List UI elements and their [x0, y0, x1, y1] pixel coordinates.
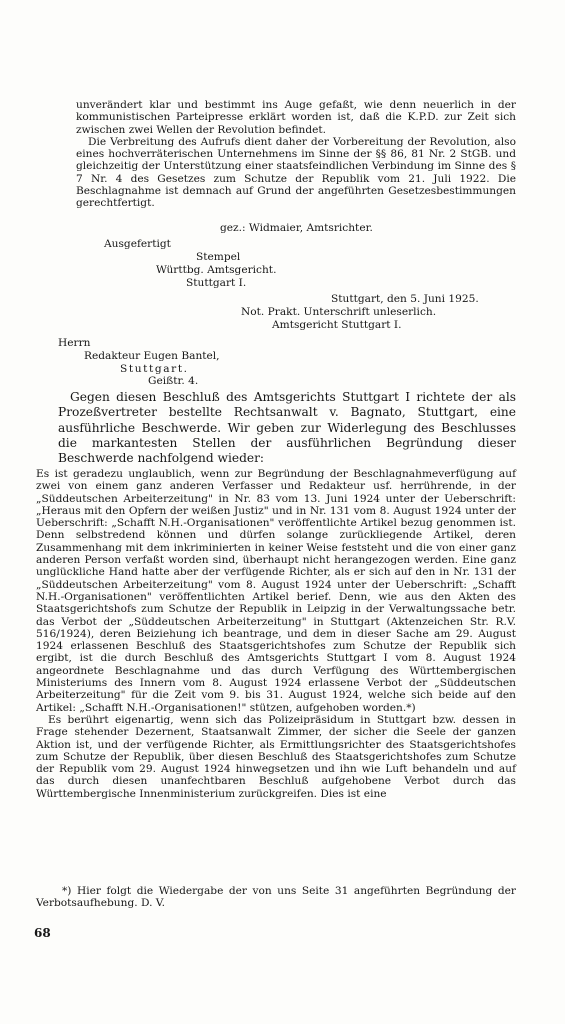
stamp-label: Stempel: [196, 251, 241, 263]
decree-text: [76, 99, 516, 210]
decree-paragraph-2: Die Verbreitung des Aufrufs dient daher der Vorbereitung der Revolution, also eines hochverräterischen Unternehmens im Sinne der §§ 86, 81 Nr. 2 StGB. und gleichzeitig der Unterstützung einer staatsfeindlichen Verbindung im Sinne des § 7 Nr. 4 des Gesetzes zum Schutze der Republik vom 21. Juli 1922. Die Beschlagnahme ist demnach auf Grund der angeführten Gesetzesbestimmungen gerechtfertigt.: [76, 135, 516, 210]
page-number: 68: [34, 926, 51, 940]
court-name: Württbg. Amtsgericht.: [156, 264, 277, 276]
address-street: Geißtr. 4.: [148, 375, 199, 387]
narrative-paragraph: Gegen diesen Beschluß des Amtsgerichts Stuttgart I richtete der als Prozeßvertreter bestellte Rechtsanwalt v. Bagnato, Stuttgart, eine ausführliche Beschwerde. Wir geben zur Widerlegung des Beschlusses die markantesten Stellen der ausführlichen Begründung dieser Beschwerde nachfolgend wieder:: [58, 390, 516, 466]
narrative-text: [58, 390, 516, 466]
footnote: [36, 885, 516, 910]
address-name: Redakteur Eugen Bantel,: [84, 350, 220, 362]
complaint-quote: [36, 468, 516, 800]
address-salutation: Herrn: [58, 337, 91, 349]
address-city: Stuttgart.: [120, 363, 189, 375]
quote-paragraph-2: Es berührt eigenartig, wenn sich das Polizeipräsidum in Stuttgart bzw. dessen in Frage stehender Dezernent, Staatsanwalt Zimmer, der sicher die Seele der ganzen Aktion ist, und der verfügende Richter, als Ermittlungsrichter des Staatsgerichtshofes zum Schutze der Republik, über diesen Beschluß des Staatsgerichtshofes zum Schutze der Republik vom 29. August 1924 hinwegsetzen und ihn wie Luft behandeln und auf das durch diesen unanfechtbaren Beschluß aufgehobene Verbot durch das Württembergische Innenministerium zurückgreifen. Dies ist eine: [36, 713, 516, 800]
footnote-text: *) Hier folgt die Wiedergabe der von uns Seite 31 angeführten Begründung der Verbotsaufhebung. D. V.: [36, 885, 516, 910]
decree-date: Stuttgart, den 5. Juni 1925.: [331, 293, 479, 305]
certified-label: Ausgefertigt: [104, 238, 171, 250]
notary-signature: Not. Prakt. Unterschrift unleserlich.: [241, 306, 437, 318]
notary-court: Amtsgericht Stuttgart I.: [272, 319, 402, 331]
decree-paragraph-1: unverändert klar und bestimmt ins Auge gefaßt, wie denn neuerlich in der kommunistischen Parteipresse erklärt worden ist, daß die K.P.D. zur Zeit sich zwischen zwei Wellen der Revolution befindet.: [76, 99, 516, 136]
court-city: Stuttgart I.: [186, 277, 247, 289]
quote-paragraph-1: Es ist geradezu unglaublich, wenn zur Begründung der Beschlagnahmeverfügung auf zwei von einem ganz anderen Verfasser und Redakteur usf. herrührende, in der „Süddeutschen Arbeiterzeitung" in Nr. 83 vom 13. Juni 1924 unter der Ueberschrift: „Heraus mit den Opfern der weißen Justiz" und in Nr. 131 vom 8. August 1924 unter der Ueberschrift: „Schafft N.H.-Organisationen" veröffentlichte Artikel bezug genommen ist. Denn selbstredend können und dürfen solange zurückliegende Artikel, deren Zusammenhang mit dem inkriminierten in keiner Weise feststeht und die von einer ganz anderen Person verfaßt worden sind, überhaupt nicht herangezogen werden. Eine ganz unglückliche Hand hatte aber der verfügende Richter, als er sich auf den in Nr. 131 der „Süddeutschen Arbeiterzeitung" vom 8. August 1924 unter der Ueberschrift: „Schafft N.H.-Organisationen" veröffentlichten Artikel berief. Denn, wie aus den Akten des Staatsgerichtshofs zum Schutze der Republik in Leipzig in der Verwaltungssache betr. das Verbot der „Süddeutschen Arbeiterzeitung" in Stuttgart (Aktenzeichen Str. R.V. 516/1924), deren Beiziehung ich beantrage, und dem in dieser Sache am 29. August 1924 erlassenen Beschluß des Staatsgerichtshofes zum Schutze der Republik sich ergibt, ist die durch Beschluß des Amtsgerichts Stuttgart I vom 8. August 1924 angeordnete Beschlagnahme und das durch Verfügung des Württembergischen Ministeriums des Innern vom 8. August 1924 erlassene Verbot der „Süddeutschen Arbeiterzeitung" für die Zeit vom 9. bis 31. August 1924, welche sich beide auf den Artikel: „Schafft N.H.-Organisationen!" stützen, aufgehoben worden.*): [36, 468, 516, 714]
signed-by: gez.: Widmaier, Amtsrichter.: [220, 222, 373, 234]
